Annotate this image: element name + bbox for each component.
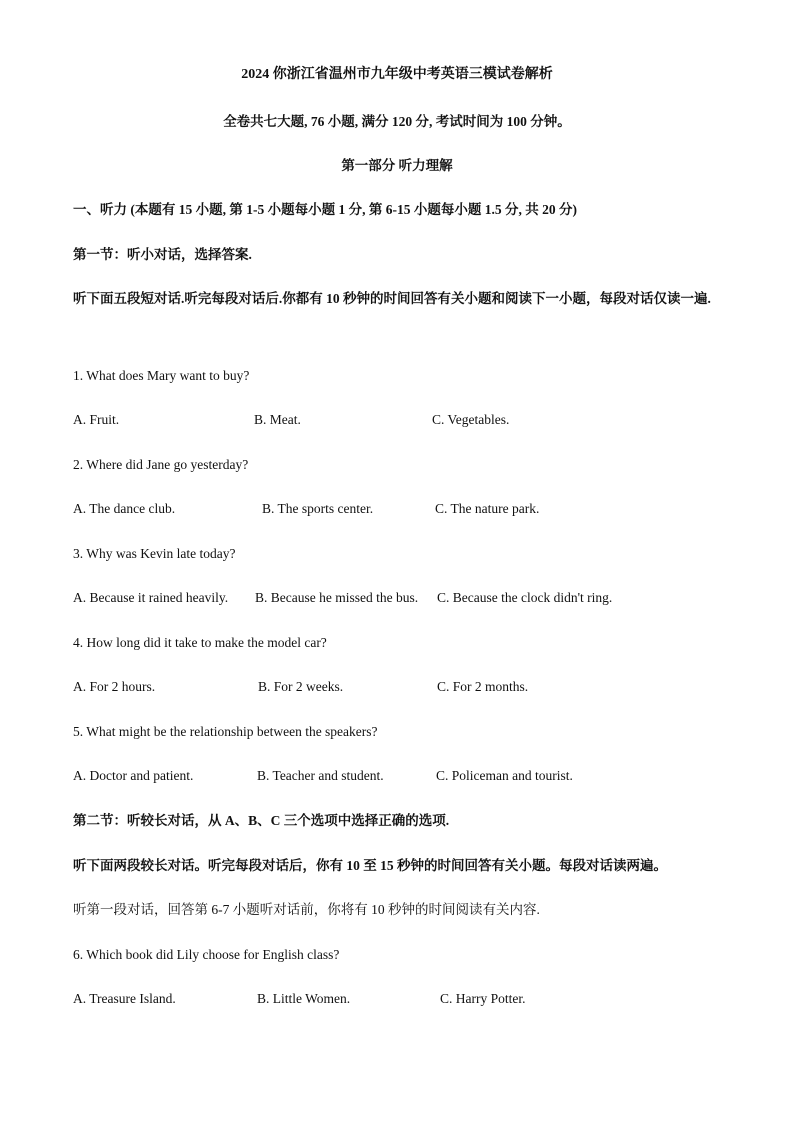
q3-option-a: A. Because it rained heavily. — [73, 590, 229, 605]
subsection2-title: 第二节：听较长对话，从 A、B、C 三个选项中选择正确的选项. — [73, 813, 450, 828]
q5-option-a: A. Doctor and patient. — [73, 768, 194, 783]
q6-option-a: A. Treasure Island. — [73, 991, 176, 1006]
subsection2-instructions: 听下面两段较长对话。听完每段对话后，你有 10 至 15 秒钟的时间回答有关小题。每段对话读两遍。 — [73, 858, 667, 873]
question-3: 3. Why was Kevin late today? — [73, 546, 236, 561]
q6-option-b: B. Little Women. — [257, 991, 351, 1006]
exam-summary: 全卷共七大题, 76 小题, 满分 120 分, 考试时间为 100 分钟。 — [223, 114, 571, 129]
q5-option-b: B. Teacher and student. — [257, 768, 384, 783]
document-title: 2024 你浙江省温州市九年级中考英语三模试卷解析 — [241, 67, 553, 82]
q4-option-a: A. For 2 hours. — [73, 679, 156, 694]
part-title: 第一部分 听力理解 — [341, 158, 453, 173]
q2-option-b: B. The sports center. — [262, 501, 374, 516]
question-5: 5. What might be the relationship between the speakers? — [73, 724, 378, 739]
q3-option-c: C. Because the clock didn't ring. — [437, 590, 613, 605]
q1-option-c: C. Vegetables. — [432, 412, 510, 427]
question-6: 6. Which book did Lily choose for English class? — [73, 947, 340, 962]
question-1: 1. What does Mary want to buy? — [73, 368, 250, 383]
listening-section-heading: 一、听力 (本题有 15 小题, 第 1-5 小题每小题 1 分, 第 6-15 小题每小题 1.5 分, 共 20 分) — [73, 202, 577, 217]
q4-option-b: B. For 2 weeks. — [258, 679, 344, 694]
q2-option-c: C. The nature park. — [435, 501, 540, 516]
q6-option-c: C. Harry Potter. — [440, 991, 526, 1006]
q2-option-a: A. The dance club. — [73, 501, 176, 516]
subsection1-title: 第一节：听小对话，选择答案. — [73, 247, 252, 262]
question-2: 2. Where did Jane go yesterday? — [73, 457, 249, 472]
q4-option-c: C. For 2 months. — [437, 679, 529, 694]
subsection1-instructions: 听下面五段短对话.听完每段对话后.你都有 10 秒钟的时间回答有关小题和阅读下一小题，每段对话仅读一遍. — [73, 291, 711, 306]
dialogue1-intro: 听第一段对话，回答第 6-7 小题听对话前，你将有 10 秒钟的时间阅读有关内容. — [73, 902, 540, 917]
question-4: 4. How long did it take to make the model car? — [73, 635, 327, 650]
q3-option-b: B. Because he missed the bus. — [255, 590, 419, 605]
q5-option-c: C. Policeman and tourist. — [436, 768, 573, 783]
q1-option-b: B. Meat. — [254, 412, 301, 427]
q1-option-a: A. Fruit. — [73, 412, 120, 427]
